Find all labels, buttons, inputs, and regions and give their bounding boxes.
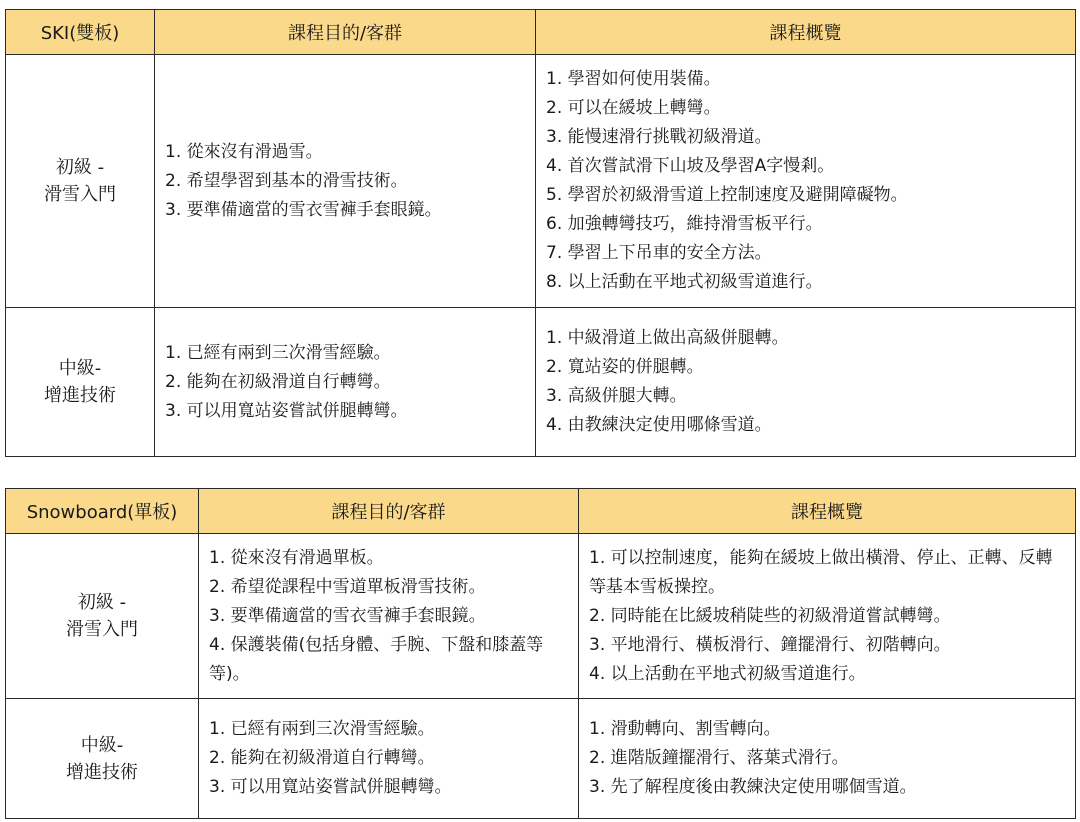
overview-item: 3. 平地滑行、橫板滑行、鐘擺滑行、初階轉向。 <box>589 634 951 655</box>
level-label: 中級- <box>80 734 124 756</box>
goal-item: 2. 能夠在初級滑道自行轉彎。 <box>209 748 435 768</box>
snowboard-header-goals: 課程目的/客群 <box>199 489 579 534</box>
goal-item: 2. 希望學習到基本的滑雪技術。 <box>165 170 408 191</box>
ski-header-overview: 課程概覽 <box>536 10 1076 55</box>
overview-item: 3. 高級併腿大轉。 <box>546 386 687 406</box>
goal-item: 1. 從來沒有滑過單板。 <box>209 547 384 568</box>
level-cell <box>6 308 155 457</box>
overview-item: 2. 可以在緩坡上轉彎。 <box>546 98 721 118</box>
level-cell <box>6 699 199 819</box>
goals-cell <box>155 308 536 457</box>
snowboard-header-row <box>6 489 1076 534</box>
overview-item: 2. 同時能在比緩坡稍陡些的初級滑道嘗試轉彎。 <box>589 605 951 626</box>
goal-item: 3. 可以用寬站姿嘗試併腿轉彎。 <box>209 777 452 797</box>
level-label: 初級 - <box>55 157 105 178</box>
overview-item: 2. 寬站姿的併腿轉。 <box>546 357 704 377</box>
level-cell <box>6 55 155 308</box>
snowboard-course-table <box>5 488 1076 819</box>
overview-item: 4. 由教練決定使用哪條雪道。 <box>546 415 772 435</box>
ski-course-table <box>5 9 1076 457</box>
snowboard-header-overview: 課程概覽 <box>579 489 1076 534</box>
goals-cell <box>155 55 536 308</box>
overview-item: 1. 滑動轉向、割雪轉向。 <box>589 719 781 739</box>
overview-item: 1. 可以控制速度，能夠在緩坡上做出橫滑、停止、正轉、反轉等基本雪板操控。 <box>589 547 1053 597</box>
goal-item: 3. 要準備適當的雪衣雪褲手套眼鏡。 <box>209 605 486 626</box>
goals-cell <box>199 534 579 699</box>
overview-cell <box>579 699 1076 819</box>
overview-item: 3. 能慢速滑行挑戰初級滑道。 <box>546 127 772 147</box>
overview-item: 6. 加強轉彎技巧，維持滑雪板平行。 <box>546 214 823 234</box>
level-sublabel: 滑雪入門 <box>44 184 116 205</box>
overview-cell <box>579 534 1076 699</box>
level-cell <box>6 534 199 699</box>
level-label: 中級- <box>58 358 102 379</box>
goal-item: 2. 能夠在初級滑道自行轉彎。 <box>165 371 391 392</box>
overview-item: 4. 以上活動在平地式初級雪道進行。 <box>589 663 866 684</box>
ski-header-type: SKI(雙板) <box>6 10 155 55</box>
overview-item: 7. 學習上下吊車的安全方法。 <box>546 243 772 263</box>
snowboard-row-beginner <box>6 534 1076 699</box>
goal-item: 1. 從來沒有滑過雪。 <box>165 141 323 162</box>
ski-row-intermediate <box>6 308 1076 457</box>
snowboard-header-type: Snowboard(單板) <box>6 489 199 534</box>
snowboard-row-intermediate <box>6 699 1076 819</box>
goal-item: 2. 希望從課程中雪道單板滑雪技術。 <box>209 576 486 597</box>
overview-item: 5. 學習於初級滑雪道上控制速度及避開障礙物。 <box>546 185 908 205</box>
level-sublabel: 增進技術 <box>44 385 116 406</box>
overview-item: 3. 先了解程度後由教練決定使用哪個雪道。 <box>589 777 917 797</box>
overview-item: 1. 學習如何使用裝備。 <box>546 69 721 89</box>
level-label: 初級 - <box>77 592 127 613</box>
goal-item: 3. 要準備適當的雪衣雪褲手套眼鏡。 <box>165 199 442 220</box>
overview-item: 2. 進階版鐘擺滑行、落葉式滑行。 <box>589 748 849 768</box>
ski-header-goals: 課程目的/客群 <box>155 10 536 55</box>
overview-cell <box>536 308 1076 457</box>
goal-item: 1. 已經有兩到三次滑雪經驗。 <box>209 719 435 739</box>
overview-item: 8. 以上活動在平地式初級雪道進行。 <box>546 272 823 292</box>
goal-item: 1. 已經有兩到三次滑雪經驗。 <box>165 342 391 363</box>
level-sublabel: 增進技術 <box>66 761 138 783</box>
goal-item: 3. 可以用寬站姿嘗試併腿轉彎。 <box>165 400 408 421</box>
goal-item: 4. 保護裝備(包括身體、手腕、下盤和膝蓋等等)。 <box>209 634 544 684</box>
ski-row-beginner <box>6 55 1076 308</box>
ski-header-row <box>6 10 1076 55</box>
level-sublabel: 滑雪入門 <box>66 619 138 640</box>
overview-item: 1. 中級滑道上做出高級併腿轉。 <box>546 328 789 348</box>
overview-item: 4. 首次嘗試滑下山坡及學習A字慢剎。 <box>546 156 835 176</box>
overview-cell <box>536 55 1076 308</box>
goals-cell <box>199 699 579 819</box>
